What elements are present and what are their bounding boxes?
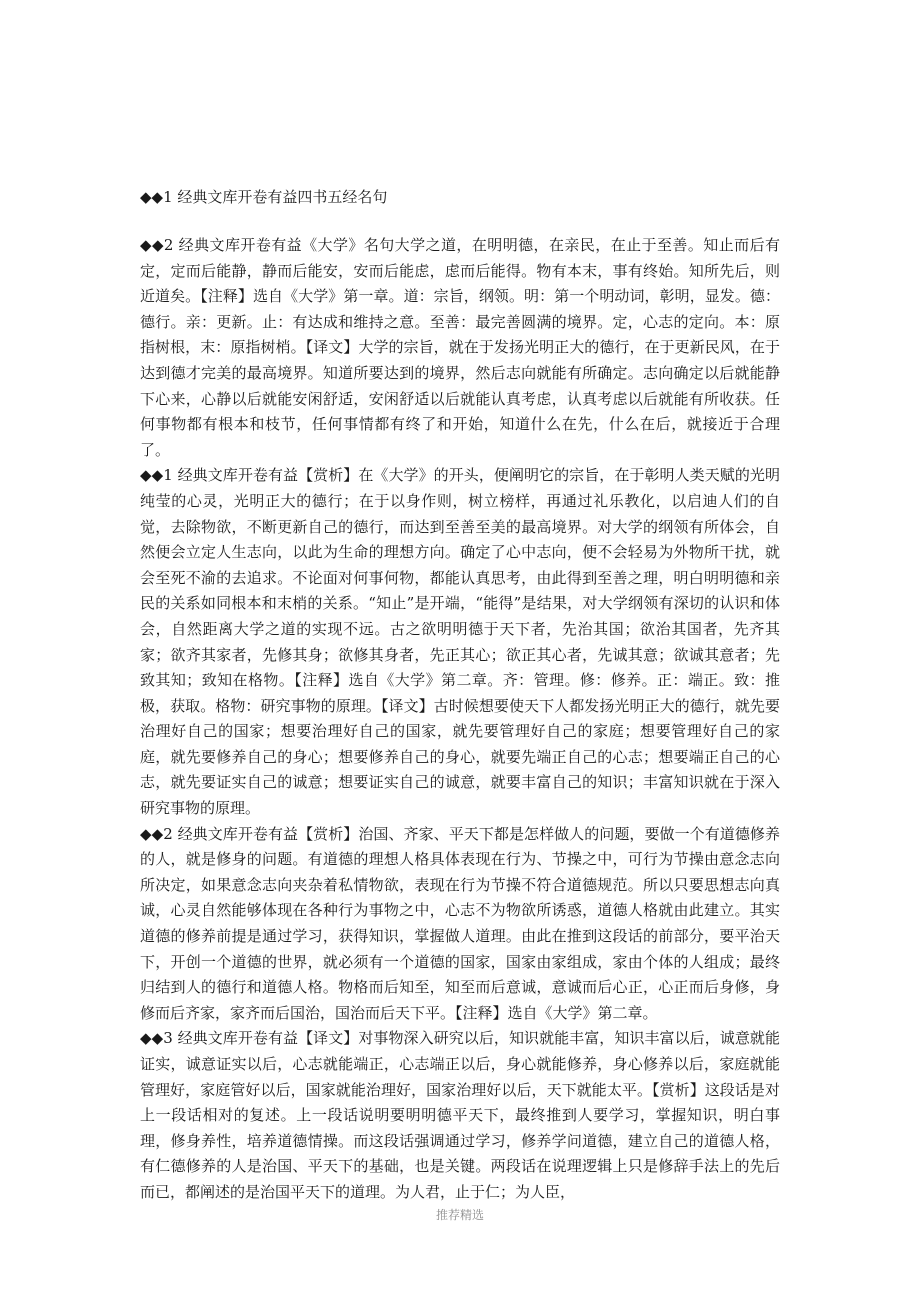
paragraph-3: ◆◆2 经典文库开卷有益【赏析】治国、齐家、平天下都是怎样做人的问题，要做一个有道德修养的人，就是修身的问题。有道德的理想人格具体表现在行为、节操之中，可行为节操由意念志向所决定，如果意念志向夹杂着私情物欲，表现在行为节操不符合道德规范。所以只要思想志向真诚，心灵自然能够体现在各种行为事物之中，心志不为物欲所诱惑，道德人格就由此建立。其实道德的修养前提是通过学习，获得知识，掌握做人道理。由此在推到这段话的前部分，要平治天下，开创一个道德的世界，就必须有一个道德的国家，国家由家组成，家由个体的人组成；最终归结到人的德行和道德人格。物格而后知至，知至而后意诚，意诚而后心正，心正而后身修，身修而后齐家，家齐而后国治，国治而后天下平。【注释】选自《大学》第二章。 (140, 824, 780, 1022)
paragraph-1: ◆◆2 经典文库开卷有益《大学》名句大学之道，在明明德，在亲民，在止于至善。知止而后有定，定而后能静，静而后能安，安而后能虑，虑而后能得。物有本末，事有终始。知所先后，则近道矣。【注释】选自《大学》第一章。道：宗旨，纲领。明：第一个明动词，彰明，显发。德：德行。亲：更新。止：有达成和维持之意。至善：最完善圆满的境界。定，心志的定向。本：原指树根，末：原指树梢。【译文】大学的宗旨，就在于发扬光明正大的德行，在于更新民风，在于达到德才完美的最高境界。知道所要达到的境界，然后志向就能有所确定。志向确定以后就能静下心来，心静以后就能安闲舒适，安闲舒适以后就能认真考虑，认真考虑以后就能有所收获。任何事物都有根本和枝节，任何事情都有终了和开始，知道什么在先，什么在后，就接近于合理了。 (140, 236, 780, 459)
document-body (140, 185, 780, 1206)
page-footer: 推荐精选 (435, 1208, 484, 1222)
paragraph-4: ◆◆3 经典文库开卷有益【译文】对事物深入研究以后，知识就能丰富，知识丰富以后，诚意就能证实，诚意证实以后，心志就能端正，心志端正以后，身心就能修养，身心修养以后，家庭就能管理好，家庭管好以后，国家就能治理好，国家治理好以后，天下就能太平。【赏析】这段话是对上一段话相对的复述。上一段话说明要明明德平天下，最终推到人要学习，掌握知识，明白事理，修身养性，培养道德情操。而这段话强调通过学习，修养学问道德，建立自己的道德人格，有仁德修养的人是治国、平天下的基础，也是关键。两段话在说理逻辑上只是修辞手法上的先后而已，都阐述的是治国平天下的道理。为人君，止于仁；为人臣， (140, 1029, 780, 1201)
document-title: ◆◆1 经典文库开卷有益四书五经名句 (140, 188, 388, 206)
paragraph-2: ◆◆1 经典文库开卷有益【赏析】在《大学》的开头，便阐明它的宗旨，在于彰明人类天赋的光明纯莹的心灵，光明正大的德行；在于以身作则，树立榜样，再通过礼乐教化，以启迪人们的自觉，去除物欲，不断更新自己的德行，而达到至善至美的最高境界。对大学的纲领有所体会，自然便会立定人生志向，以此为生命的理想方向。确定了心中志向，便不会轻易为外物所干扰，就会至死不渝的去追求。不论面对何事何物，都能认真思考，由此得到至善之理，明白明明德和亲民的关系如同根本和末梢的关系。“知止”是开端，“能得”是结果，对大学纲领有深切的认识和体会，自然距离大学之道的实现不远。古之欲明明德于天下者，先治其国；欲治其国者，先齐其家；欲齐其家者，先修其身；欲修其身者，先正其心；欲正其心者，先诚其意；欲诚其意者；先致其知；致知在格物。【注释】选自《大学》第二章。齐：管理。修：修养。正：端正。致：推极，获取。格物：研究事物的原理。【译文】古时候想要使天下人都发扬光明正大的德行，就先要治理好自己的国家；想要治理好自己的国家，就先要管理好自己的家庭；想要管理好自己的家庭，就先要修养自己的身心；想要修养自己的身心，就要先端正自己的心志；想要端正自己的心志，就先要证实自己的诚意；想要证实自己的诚意，就要丰富自己的知识；丰富知识就在于深入研究事物的原理。 (140, 466, 780, 818)
